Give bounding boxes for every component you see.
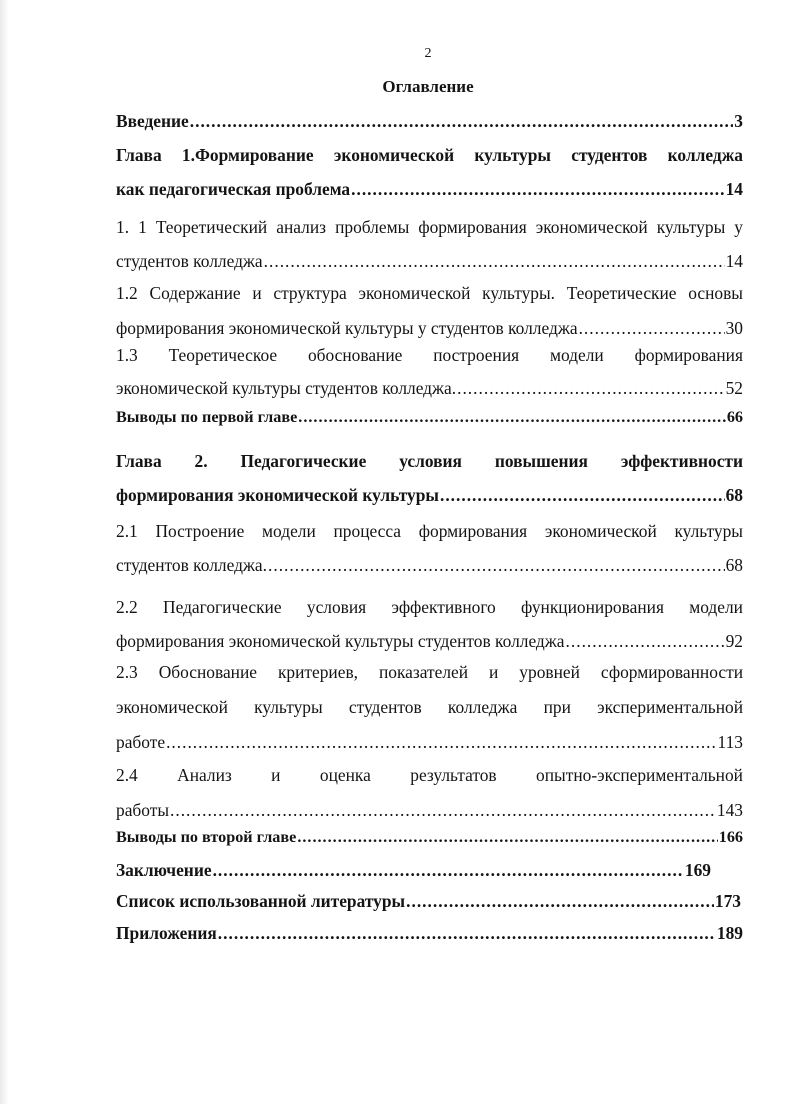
toc-page-number: 189 bbox=[716, 923, 743, 943]
toc-page-number: 113 bbox=[717, 732, 743, 752]
toc-page-number: 66 bbox=[726, 408, 743, 426]
leader-dots bbox=[351, 172, 724, 206]
leader-dots bbox=[264, 244, 725, 278]
leader-dots bbox=[297, 821, 717, 854]
toc-page-number: 68 bbox=[725, 555, 743, 575]
toc-entry-text: работе bbox=[116, 732, 166, 752]
toc-entry-text: экономической культуры студентов колледжа при экспериментальной bbox=[116, 697, 743, 717]
toc-entry-chapter-1 bbox=[116, 138, 743, 206]
toc-entry-text: Список использованной литературы bbox=[116, 891, 406, 911]
toc-entry-text: 1.2 Содержание и структура экономической культуры. Теоретические основы bbox=[116, 283, 743, 303]
scan-edge bbox=[0, 0, 9, 1104]
leader-dots bbox=[218, 916, 716, 950]
toc-entry-text: студентов колледжа. bbox=[116, 555, 267, 575]
leader-dots bbox=[440, 478, 725, 512]
toc-entry-chapter-2 bbox=[116, 444, 743, 512]
toc-entry-text: Глава 1.Формирование экономической культуры студентов колледжа bbox=[116, 145, 743, 165]
toc-page-number: 52 bbox=[725, 378, 743, 398]
toc-entry-text: 1.3 Теоретическое обоснование построения модели формирования bbox=[116, 345, 743, 365]
toc-entry-text: формирования экономической культуры bbox=[116, 485, 439, 505]
toc-page-number: 30 bbox=[725, 318, 743, 338]
toc-entry-conclusions-2 bbox=[116, 821, 743, 854]
leader-dots bbox=[268, 548, 725, 582]
toc-entry-text: Введение bbox=[116, 111, 189, 131]
toc-entry-conclusions-1 bbox=[116, 401, 743, 434]
toc-entry-text: формирования экономической культуры студентов колледжа bbox=[116, 631, 565, 651]
toc-entry-text: Выводы по второй главе bbox=[116, 828, 297, 846]
toc-entry-text: 2.2 Педагогические условия эффективного функционирования модели bbox=[116, 597, 743, 617]
toc-entry-text: 2.4 Анализ и оценка результатов опытно-экспериментальной bbox=[116, 765, 743, 785]
toc-entry-text: 2.3 Обоснование критериев, показателей и уровней сформированности bbox=[116, 662, 743, 682]
toc-page-number: 3 bbox=[734, 111, 743, 131]
toc-entry-text: как педагогическая проблема bbox=[116, 179, 351, 199]
leader-dots bbox=[166, 725, 716, 760]
toc-entry-text: работы bbox=[116, 800, 170, 820]
toc-entry-text: Выводы по первой главе bbox=[116, 408, 298, 426]
toc-entry-section-2-4 bbox=[116, 758, 743, 828]
toc-entry-text: Глава 2. Педагогические условия повышения эффективности bbox=[116, 451, 743, 471]
toc-entry-appendices bbox=[116, 916, 743, 950]
toc-entry-text: Заключение bbox=[116, 860, 212, 880]
toc-entry-section-2-1 bbox=[116, 514, 743, 582]
toc-entry-section-2-2 bbox=[116, 590, 743, 658]
leader-dots bbox=[213, 853, 684, 887]
leader-dots bbox=[566, 624, 725, 658]
toc-page-number: 173 bbox=[714, 891, 741, 911]
toc-entry-section-1-2 bbox=[116, 276, 743, 346]
toc-entry-text: экономической культуры студентов колледжа. bbox=[116, 378, 457, 398]
leader-dots bbox=[406, 884, 714, 918]
toc-entry-text: 1. 1 Теоретический анализ проблемы формирования экономической культуры у bbox=[116, 217, 743, 237]
leader-dots bbox=[298, 401, 726, 434]
toc-title: Оглавление bbox=[382, 77, 474, 96]
toc-page-number: 166 bbox=[718, 828, 743, 846]
toc-page-number: 143 bbox=[716, 800, 743, 820]
toc-page-number: 169 bbox=[684, 860, 711, 880]
toc-page-number: 92 bbox=[725, 631, 743, 651]
toc-entry-section-1-1 bbox=[116, 210, 743, 278]
toc-page-number: 14 bbox=[725, 251, 743, 271]
page-number: 2 bbox=[424, 46, 432, 61]
toc-entry-section-1-3 bbox=[116, 339, 743, 405]
toc-entry-conclusion bbox=[116, 853, 743, 887]
toc-entry-section-2-3 bbox=[116, 655, 743, 760]
leader-dots bbox=[190, 104, 734, 138]
toc-entry-intro bbox=[116, 104, 743, 138]
toc-entry-text: студентов колледжа bbox=[116, 251, 263, 271]
toc-entry-text: Приложения bbox=[116, 923, 217, 943]
toc-page-number: 14 bbox=[725, 179, 743, 199]
toc-page-number: 68 bbox=[725, 485, 743, 505]
toc-entry-bibliography bbox=[116, 884, 743, 918]
toc-entry-text: 2.1 Построение модели процесса формирования экономической культуры bbox=[116, 521, 743, 541]
toc-entry-text: формирования экономической культуры у студентов колледжа bbox=[116, 318, 578, 338]
